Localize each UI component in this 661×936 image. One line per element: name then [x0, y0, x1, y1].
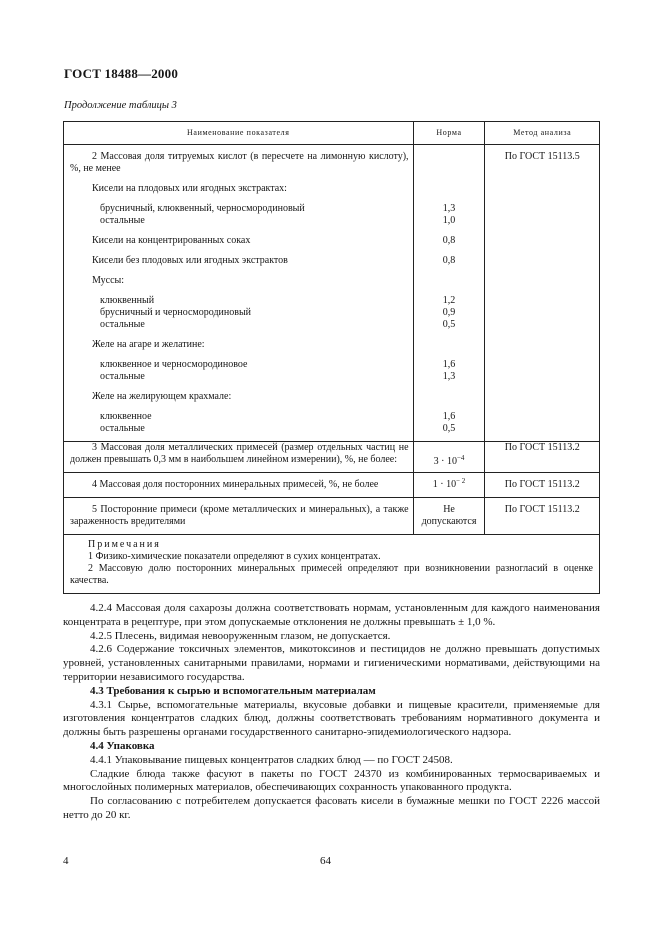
- column-header-name: Наименование показателя: [64, 122, 414, 145]
- paragraph: 4.2.4 Массовая доля сахарозы должна соответствовать нормам, установленным для каждого наименования концентрата в рецептуре, при этом допускаемые отклонения не должны превышать ± 1,0 %.: [63, 602, 600, 628]
- cell-norm: [413, 473, 485, 498]
- cell-method: [485, 498, 600, 535]
- paragraph: По согласованию с потребителем допускается фасовать кисели в бумажные мешки по ГОСТ 2226 массой нетто до 20 кг.: [63, 795, 600, 821]
- cell-method: [485, 145, 600, 442]
- paragraph: 4.2.5 Плесень, видимая невооруженным глазом, не допускается.: [90, 629, 391, 642]
- paragraph: Сладкие блюда также фасуют в пакеты по ГОСТ 24370 из комбинированных термосвариваемых и многослойных полимерных материалов, обеспечивающих сохранность упакованного продукта.: [63, 767, 600, 794]
- table-row-mineral-impurities: [64, 473, 600, 498]
- page-number-center: 64: [320, 855, 331, 867]
- norm-value: 1,3: [442, 371, 456, 382]
- cell-method: [485, 442, 600, 473]
- list-item: остальные: [100, 423, 145, 434]
- note-item: 2 Массовую долю посторонних минеральных примесей определяют при возникновении разногласий в оценке качества.: [70, 563, 593, 586]
- cell-norm: [413, 442, 485, 473]
- paragraph: 4.2.6 Содержание токсичных элементов, микотоксинов и пестицидов не должно превышать допустимых уровней, установленных санитарными правилами, нормами и гигиеническими нормативами, действующими на территории независимого государства.: [63, 643, 600, 683]
- indicator-text: 2 Массовая доля титруемых кислот (в пересчете на лимонную кислоту), %, не менее: [70, 151, 409, 174]
- paragraph: 4.3.1 Сырье, вспомогательные материалы, вкусовые добавки и пищевые красители, применяемые для изготовления концентратов сладких блюд, должны соответствовать требованиям нормативного документа и должны быть разрешены органами государственного санитарно-эпидемиологического надзора.: [63, 698, 600, 739]
- norm-value: 1,3: [442, 203, 456, 214]
- notes-cell: [64, 535, 600, 594]
- indicator-text: 5 Посторонние примеси (кроме металлических и минеральных), а также зараженность вредителями: [70, 504, 409, 527]
- notes-heading: Примечания: [88, 539, 161, 550]
- column-header-norm: Норма: [413, 122, 485, 145]
- norm-value: Не: [443, 504, 455, 515]
- method-value: По ГОСТ 15113.2: [504, 479, 580, 490]
- cell-name: [64, 473, 414, 498]
- list-item: клюквенное: [100, 411, 152, 422]
- method-value: По ГОСТ 15113.2: [504, 442, 580, 453]
- cell-norm: [413, 498, 485, 535]
- note-item: 1 Физико-химические показатели определяют в сухих концентратах.: [88, 551, 381, 562]
- list-item: остальные: [100, 215, 145, 226]
- group-label: Кисели на концентрированных соках: [92, 235, 251, 246]
- method-value: По ГОСТ 15113.5: [504, 151, 580, 162]
- group-label: Кисели без плодовых или ягодных экстрактов: [92, 255, 288, 266]
- norm-value: 1 · 10: [432, 479, 457, 490]
- norm-value: 1,6: [442, 411, 456, 422]
- indicators-table: [63, 121, 600, 594]
- norm-value: допускаются: [421, 516, 477, 527]
- document-title: ГОСТ 18488—2000: [64, 66, 179, 81]
- group-label: Желе на желирующем крахмале:: [92, 391, 232, 402]
- list-item: клюквенный: [100, 295, 155, 306]
- group-label: Желе на агаре и желатине:: [92, 339, 205, 350]
- list-item: клюквенное и черносмородиновое: [100, 359, 248, 370]
- section-heading: 4.4 Упаковка: [90, 739, 155, 752]
- norm-value: 0,5: [442, 319, 456, 330]
- group-label: Кисели на плодовых или ягодных экстрактах:: [92, 183, 287, 194]
- column-header-method: Метод анализа: [485, 122, 600, 145]
- norm-value: 0,8: [442, 235, 456, 246]
- table-row-foreign-impurities: [64, 498, 600, 535]
- paragraph: 4.4.1 Упаковывание пищевых концентратов сладких блюд — по ГОСТ 24508.: [90, 753, 453, 766]
- cell-method: [485, 473, 600, 498]
- indicator-text: 3 Массовая доля металлических примесей (размер отдельных частиц не должен превышать 0,3 мм в наибольшем линейном измерении), %, не более:: [70, 442, 409, 465]
- list-item: брусничный и черносмородиновый: [100, 307, 252, 318]
- norm-value: 0,8: [442, 255, 456, 266]
- list-item: остальные: [100, 319, 145, 330]
- cell-norm: [413, 145, 485, 442]
- norm-value: 0,5: [442, 423, 456, 434]
- table-row-acidity: [64, 145, 600, 442]
- norm-value: 1,6: [442, 359, 456, 370]
- table-header-row: [64, 122, 600, 145]
- method-value: По ГОСТ 15113.2: [504, 504, 580, 515]
- indicator-text: 4 Массовая доля посторонних минеральных примесей, %, не более: [92, 479, 379, 490]
- list-item: остальные: [100, 371, 145, 382]
- table-continuation-label: Продолжение таблицы 3: [64, 100, 177, 111]
- norm-value: 3 · 10: [433, 456, 457, 467]
- norm-value: 1,2: [442, 295, 456, 306]
- group-label: Муссы:: [92, 275, 125, 286]
- norm-value: 0,9: [442, 307, 456, 318]
- cell-name: [64, 442, 414, 473]
- list-item: брусничный, клюквенный, черносмородиновый: [100, 203, 305, 214]
- cell-name: [64, 498, 414, 535]
- norm-exponent: −4: [456, 454, 465, 462]
- norm-exponent: − 2: [456, 477, 466, 485]
- page-number-left: 4: [63, 855, 69, 867]
- table-row-metal-impurities: [64, 442, 600, 473]
- table-notes-row: [64, 535, 600, 594]
- cell-name: [64, 145, 414, 442]
- body-text: [63, 602, 600, 823]
- section-heading: 4.3 Требования к сырью и вспомогательным материалам: [90, 684, 376, 697]
- norm-value: 1,0: [442, 215, 456, 226]
